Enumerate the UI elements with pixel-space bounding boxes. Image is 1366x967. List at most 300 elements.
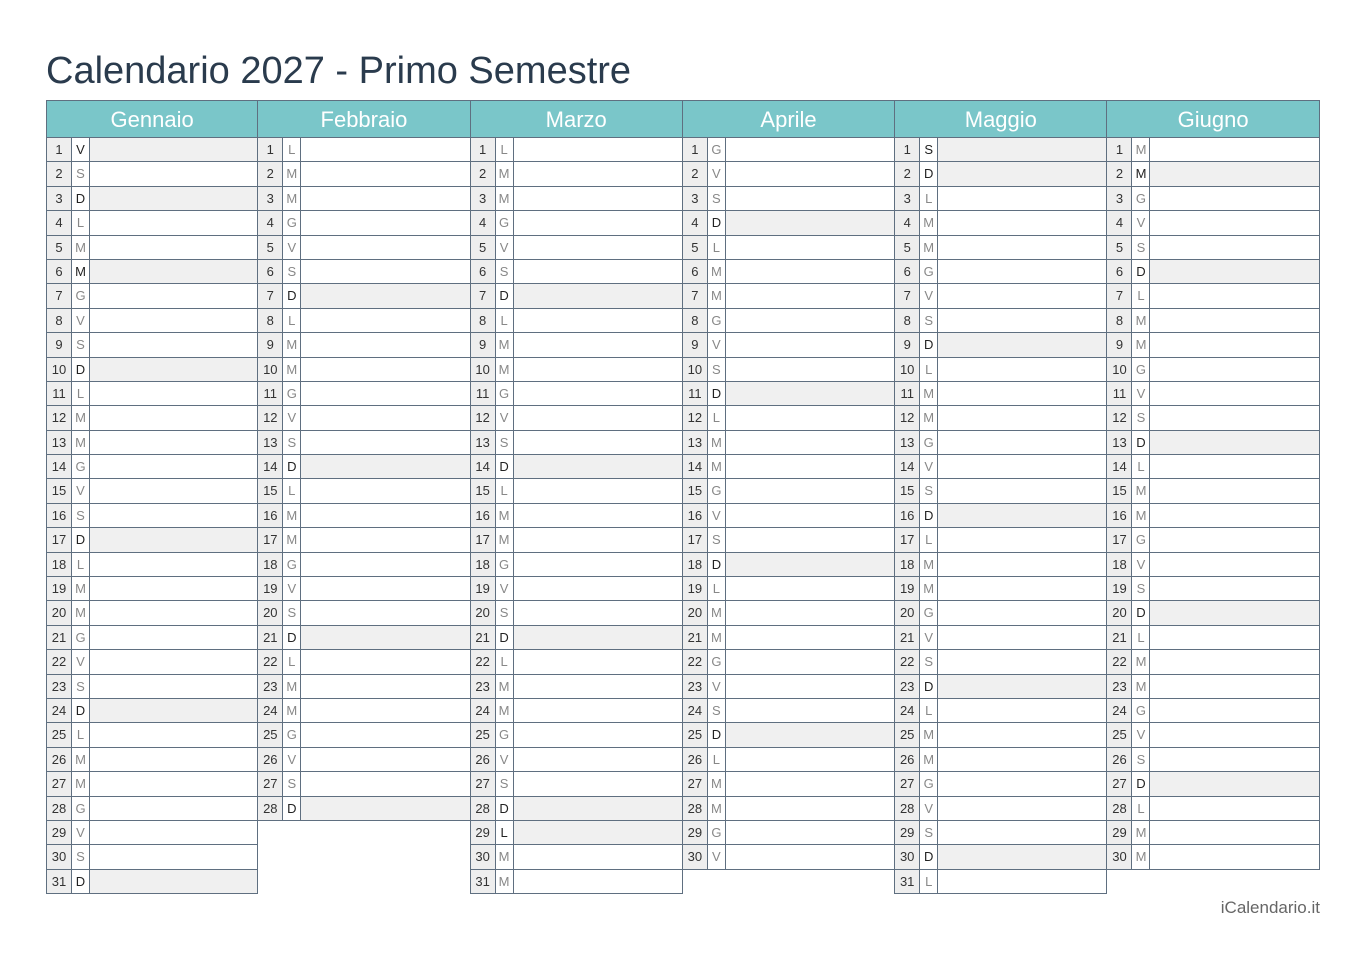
weekday-letter: L: [1132, 284, 1150, 307]
day-number: 11: [683, 382, 708, 405]
note-cell[interactable]: [514, 260, 682, 283]
note-cell[interactable]: [938, 601, 1106, 624]
note-cell[interactable]: [301, 333, 469, 356]
day-number: 30: [683, 845, 708, 868]
day-number: 22: [471, 650, 496, 673]
note-cell[interactable]: [726, 675, 894, 698]
note-cell[interactable]: [1150, 650, 1318, 673]
note-cell[interactable]: [514, 553, 682, 576]
day-row: [894, 699, 1107, 723]
weekday-letter: M: [1132, 821, 1150, 844]
day-number: 24: [895, 699, 920, 722]
month-header: Marzo: [471, 100, 683, 138]
day-number: 5: [47, 236, 72, 259]
note-cell[interactable]: [938, 284, 1106, 307]
note-cell[interactable]: [90, 211, 257, 234]
day-number: 23: [895, 675, 920, 698]
weekday-letter: V: [1132, 723, 1150, 746]
note-cell[interactable]: [726, 845, 894, 868]
day-number: 14: [471, 455, 496, 478]
day-row: [894, 675, 1107, 699]
note-cell[interactable]: [301, 553, 469, 576]
note-cell[interactable]: [514, 528, 682, 551]
day-number: 11: [258, 382, 283, 405]
weekday-letter: V: [708, 675, 726, 698]
weekday-letter: L: [920, 187, 938, 210]
note-cell[interactable]: [514, 626, 682, 649]
note-cell[interactable]: [726, 723, 894, 746]
note-cell[interactable]: [1150, 455, 1318, 478]
day-number: 9: [471, 333, 496, 356]
note-cell[interactable]: [301, 504, 469, 527]
day-row: [682, 187, 895, 211]
note-cell[interactable]: [1150, 553, 1318, 576]
note-cell[interactable]: [301, 284, 469, 307]
note-cell[interactable]: [726, 284, 894, 307]
note-cell[interactable]: [301, 358, 469, 381]
note-cell[interactable]: [726, 138, 894, 161]
weekday-letter: L: [496, 650, 514, 673]
note-cell[interactable]: [938, 309, 1106, 332]
note-cell[interactable]: [301, 479, 469, 502]
note-cell[interactable]: [90, 236, 257, 259]
note-cell[interactable]: [301, 187, 469, 210]
note-cell[interactable]: [301, 406, 469, 429]
note-cell[interactable]: [90, 431, 257, 454]
note-cell[interactable]: [90, 723, 257, 746]
note-cell[interactable]: [1150, 797, 1318, 820]
weekday-letter: V: [1132, 382, 1150, 405]
month-header: Maggio: [895, 100, 1107, 138]
note-cell[interactable]: [1150, 284, 1318, 307]
note-cell[interactable]: [1150, 528, 1318, 551]
note-cell[interactable]: [938, 528, 1106, 551]
note-cell[interactable]: [726, 431, 894, 454]
day-row: [46, 382, 258, 406]
note-cell[interactable]: [1150, 358, 1318, 381]
note-cell[interactable]: [726, 162, 894, 185]
note-cell[interactable]: [726, 455, 894, 478]
note-cell[interactable]: [726, 358, 894, 381]
weekday-letter: S: [72, 675, 90, 698]
day-row: [1106, 358, 1319, 382]
note-cell[interactable]: [90, 626, 257, 649]
month-header: Gennaio: [46, 100, 258, 138]
note-cell[interactable]: [1150, 406, 1318, 429]
note-cell[interactable]: [90, 260, 257, 283]
note-cell[interactable]: [938, 870, 1106, 893]
note-cell[interactable]: [90, 358, 257, 381]
note-cell[interactable]: [726, 748, 894, 771]
note-cell[interactable]: [1150, 577, 1318, 600]
weekday-letter: M: [72, 260, 90, 283]
note-cell[interactable]: [1150, 675, 1318, 698]
note-cell[interactable]: [938, 479, 1106, 502]
note-cell[interactable]: [938, 772, 1106, 795]
weekday-letter: M: [72, 406, 90, 429]
note-cell[interactable]: [726, 333, 894, 356]
weekday-letter: M: [920, 211, 938, 234]
note-cell[interactable]: [938, 358, 1106, 381]
day-row: [894, 870, 1107, 894]
note-cell[interactable]: [514, 675, 682, 698]
note-cell[interactable]: [514, 333, 682, 356]
note-cell[interactable]: [938, 455, 1106, 478]
note-cell[interactable]: [1150, 260, 1318, 283]
note-cell[interactable]: [726, 821, 894, 844]
note-cell[interactable]: [1150, 626, 1318, 649]
note-cell[interactable]: [938, 187, 1106, 210]
day-row: [257, 772, 470, 796]
weekday-letter: V: [283, 577, 301, 600]
note-cell[interactable]: [301, 772, 469, 795]
note-cell[interactable]: [938, 333, 1106, 356]
note-cell[interactable]: [938, 577, 1106, 600]
day-row: [257, 650, 470, 674]
note-cell[interactable]: [301, 528, 469, 551]
note-cell[interactable]: [90, 845, 257, 868]
note-cell[interactable]: [90, 406, 257, 429]
note-cell[interactable]: [726, 309, 894, 332]
note-cell[interactable]: [301, 138, 469, 161]
note-cell[interactable]: [90, 601, 257, 624]
note-cell[interactable]: [1150, 333, 1318, 356]
note-cell[interactable]: [1150, 821, 1318, 844]
note-cell[interactable]: [726, 236, 894, 259]
day-row: [682, 699, 895, 723]
day-number: 28: [258, 797, 283, 820]
day-row: [46, 772, 258, 796]
note-cell[interactable]: [301, 260, 469, 283]
note-cell[interactable]: [90, 553, 257, 576]
note-cell[interactable]: [514, 284, 682, 307]
day-row: [257, 431, 470, 455]
note-cell[interactable]: [938, 406, 1106, 429]
month-header: Febbraio: [258, 100, 470, 138]
note-cell[interactable]: [1150, 187, 1318, 210]
day-row: [257, 626, 470, 650]
day-row: [1106, 528, 1319, 552]
day-row: [1106, 309, 1319, 333]
day-row: [470, 260, 683, 284]
note-cell[interactable]: [726, 406, 894, 429]
weekday-letter: M: [283, 504, 301, 527]
note-cell[interactable]: [514, 821, 682, 844]
day-row: [682, 211, 895, 235]
note-cell[interactable]: [514, 772, 682, 795]
note-cell[interactable]: [301, 650, 469, 673]
weekday-letter: L: [496, 309, 514, 332]
day-row: [682, 772, 895, 796]
day-number: 27: [683, 772, 708, 795]
note-cell[interactable]: [514, 211, 682, 234]
note-cell[interactable]: [726, 553, 894, 576]
weekday-letter: D: [1132, 431, 1150, 454]
day-number: 18: [683, 553, 708, 576]
note-cell[interactable]: [514, 504, 682, 527]
note-cell[interactable]: [938, 431, 1106, 454]
note-cell[interactable]: [938, 675, 1106, 698]
note-cell[interactable]: [301, 309, 469, 332]
note-cell[interactable]: [301, 699, 469, 722]
weekday-letter: G: [920, 260, 938, 283]
day-number: 6: [683, 260, 708, 283]
day-row: [46, 406, 258, 430]
note-cell[interactable]: [726, 382, 894, 405]
note-cell[interactable]: [726, 577, 894, 600]
note-cell[interactable]: [514, 187, 682, 210]
day-row: [46, 553, 258, 577]
day-row: [257, 528, 470, 552]
note-cell[interactable]: [1150, 236, 1318, 259]
note-cell[interactable]: [90, 528, 257, 551]
note-cell[interactable]: [1150, 845, 1318, 868]
weekday-letter: L: [496, 821, 514, 844]
note-cell[interactable]: [90, 797, 257, 820]
weekday-letter: V: [708, 504, 726, 527]
day-number: 1: [683, 138, 708, 161]
note-cell[interactable]: [1150, 601, 1318, 624]
day-number: 29: [471, 821, 496, 844]
note-cell[interactable]: [1150, 699, 1318, 722]
note-cell[interactable]: [90, 284, 257, 307]
weekday-letter: M: [920, 723, 938, 746]
note-cell[interactable]: [726, 187, 894, 210]
note-cell[interactable]: [1150, 138, 1318, 161]
weekday-letter: M: [72, 236, 90, 259]
day-row: [1106, 162, 1319, 186]
note-cell[interactable]: [938, 138, 1106, 161]
day-number: 9: [683, 333, 708, 356]
note-cell[interactable]: [301, 626, 469, 649]
note-cell[interactable]: [726, 772, 894, 795]
note-cell[interactable]: [726, 650, 894, 673]
day-row: [682, 797, 895, 821]
day-row: [682, 845, 895, 869]
note-cell[interactable]: [90, 382, 257, 405]
note-cell[interactable]: [90, 675, 257, 698]
day-row: [894, 406, 1107, 430]
note-cell[interactable]: [938, 211, 1106, 234]
note-cell[interactable]: [301, 577, 469, 600]
month-column-febbraio: [258, 100, 470, 894]
note-cell[interactable]: [514, 162, 682, 185]
note-cell[interactable]: [1150, 772, 1318, 795]
note-cell[interactable]: [938, 382, 1106, 405]
day-number: 16: [471, 504, 496, 527]
day-number: 5: [1107, 236, 1132, 259]
day-row: [682, 528, 895, 552]
day-number: 3: [1107, 187, 1132, 210]
weekday-letter: M: [920, 382, 938, 405]
note-cell[interactable]: [514, 870, 682, 893]
note-cell[interactable]: [726, 528, 894, 551]
note-cell[interactable]: [1150, 723, 1318, 746]
note-cell[interactable]: [90, 138, 257, 161]
note-cell[interactable]: [938, 699, 1106, 722]
note-cell[interactable]: [726, 601, 894, 624]
weekday-letter: L: [72, 553, 90, 576]
note-cell[interactable]: [514, 382, 682, 405]
day-number: 11: [1107, 382, 1132, 405]
note-cell[interactable]: [301, 382, 469, 405]
weekday-letter: S: [72, 333, 90, 356]
note-cell[interactable]: [514, 455, 682, 478]
note-cell[interactable]: [514, 748, 682, 771]
weekday-letter: M: [283, 675, 301, 698]
note-cell[interactable]: [938, 626, 1106, 649]
note-cell[interactable]: [301, 431, 469, 454]
day-row: [1106, 553, 1319, 577]
note-cell[interactable]: [726, 504, 894, 527]
note-cell[interactable]: [90, 748, 257, 771]
day-number: 15: [895, 479, 920, 502]
note-cell[interactable]: [301, 211, 469, 234]
day-row: [470, 650, 683, 674]
note-cell[interactable]: [726, 211, 894, 234]
note-cell[interactable]: [90, 821, 257, 844]
weekday-letter: M: [496, 528, 514, 551]
weekday-letter: V: [1132, 211, 1150, 234]
day-row: [1106, 626, 1319, 650]
note-cell[interactable]: [514, 577, 682, 600]
day-number: 27: [895, 772, 920, 795]
note-cell[interactable]: [514, 479, 682, 502]
note-cell[interactable]: [90, 772, 257, 795]
note-cell[interactable]: [90, 504, 257, 527]
weekday-letter: D: [920, 845, 938, 868]
day-number: 10: [683, 358, 708, 381]
note-cell[interactable]: [301, 162, 469, 185]
note-cell[interactable]: [726, 797, 894, 820]
day-number: 26: [683, 748, 708, 771]
note-cell[interactable]: [1150, 748, 1318, 771]
note-cell[interactable]: [938, 260, 1106, 283]
day-number: 25: [471, 723, 496, 746]
note-cell[interactable]: [90, 870, 257, 893]
note-cell[interactable]: [938, 236, 1106, 259]
day-row: [46, 577, 258, 601]
note-cell[interactable]: [301, 675, 469, 698]
day-row: [257, 187, 470, 211]
day-number: 22: [895, 650, 920, 673]
day-row: [682, 431, 895, 455]
note-cell[interactable]: [726, 479, 894, 502]
note-cell[interactable]: [938, 723, 1106, 746]
note-cell[interactable]: [938, 748, 1106, 771]
day-number: 2: [895, 162, 920, 185]
weekday-letter: M: [708, 284, 726, 307]
month-column-giugno: [1107, 100, 1319, 894]
weekday-letter: L: [283, 479, 301, 502]
note-cell[interactable]: [938, 504, 1106, 527]
note-cell[interactable]: [90, 309, 257, 332]
day-row: [470, 333, 683, 357]
day-row: [46, 211, 258, 235]
note-cell[interactable]: [90, 333, 257, 356]
note-cell[interactable]: [514, 723, 682, 746]
day-row: [46, 748, 258, 772]
note-cell[interactable]: [1150, 382, 1318, 405]
note-cell[interactable]: [514, 601, 682, 624]
weekday-letter: D: [920, 333, 938, 356]
note-cell[interactable]: [90, 162, 257, 185]
note-cell[interactable]: [90, 455, 257, 478]
weekday-letter: M: [496, 162, 514, 185]
note-cell[interactable]: [514, 431, 682, 454]
day-number: 12: [1107, 406, 1132, 429]
note-cell[interactable]: [514, 138, 682, 161]
note-cell[interactable]: [90, 699, 257, 722]
note-cell[interactable]: [514, 650, 682, 673]
note-cell[interactable]: [301, 236, 469, 259]
day-number: 2: [683, 162, 708, 185]
note-cell[interactable]: [514, 845, 682, 868]
note-cell[interactable]: [938, 845, 1106, 868]
note-cell[interactable]: [90, 187, 257, 210]
note-cell[interactable]: [301, 601, 469, 624]
note-cell[interactable]: [301, 723, 469, 746]
note-cell[interactable]: [90, 577, 257, 600]
note-cell[interactable]: [938, 650, 1106, 673]
note-cell[interactable]: [938, 553, 1106, 576]
weekday-letter: L: [708, 236, 726, 259]
note-cell[interactable]: [301, 797, 469, 820]
day-row: [1106, 650, 1319, 674]
note-cell[interactable]: [514, 797, 682, 820]
day-row: [470, 187, 683, 211]
day-row: [46, 650, 258, 674]
day-number: 25: [1107, 723, 1132, 746]
day-row: [257, 406, 470, 430]
day-row: [1106, 431, 1319, 455]
note-cell[interactable]: [514, 358, 682, 381]
note-cell[interactable]: [1150, 504, 1318, 527]
weekday-letter: V: [72, 479, 90, 502]
day-row: [1106, 845, 1319, 869]
note-cell[interactable]: [726, 626, 894, 649]
note-cell[interactable]: [90, 479, 257, 502]
note-cell[interactable]: [938, 797, 1106, 820]
note-cell[interactable]: [726, 260, 894, 283]
note-cell[interactable]: [301, 748, 469, 771]
note-cell[interactable]: [726, 699, 894, 722]
note-cell[interactable]: [301, 455, 469, 478]
note-cell[interactable]: [514, 309, 682, 332]
note-cell[interactable]: [514, 236, 682, 259]
day-number: 14: [683, 455, 708, 478]
note-cell[interactable]: [1150, 162, 1318, 185]
weekday-letter: V: [72, 309, 90, 332]
note-cell[interactable]: [514, 406, 682, 429]
note-cell[interactable]: [1150, 211, 1318, 234]
day-row: [894, 333, 1107, 357]
note-cell[interactable]: [938, 162, 1106, 185]
day-row: [470, 626, 683, 650]
note-cell[interactable]: [514, 699, 682, 722]
note-cell[interactable]: [1150, 309, 1318, 332]
note-cell[interactable]: [1150, 431, 1318, 454]
note-cell[interactable]: [1150, 479, 1318, 502]
weekday-letter: S: [496, 431, 514, 454]
weekday-letter: M: [72, 431, 90, 454]
note-cell[interactable]: [90, 650, 257, 673]
note-cell[interactable]: [938, 821, 1106, 844]
day-number: 1: [258, 138, 283, 161]
day-row: [470, 162, 683, 186]
weekday-letter: M: [496, 187, 514, 210]
day-row: [1106, 382, 1319, 406]
